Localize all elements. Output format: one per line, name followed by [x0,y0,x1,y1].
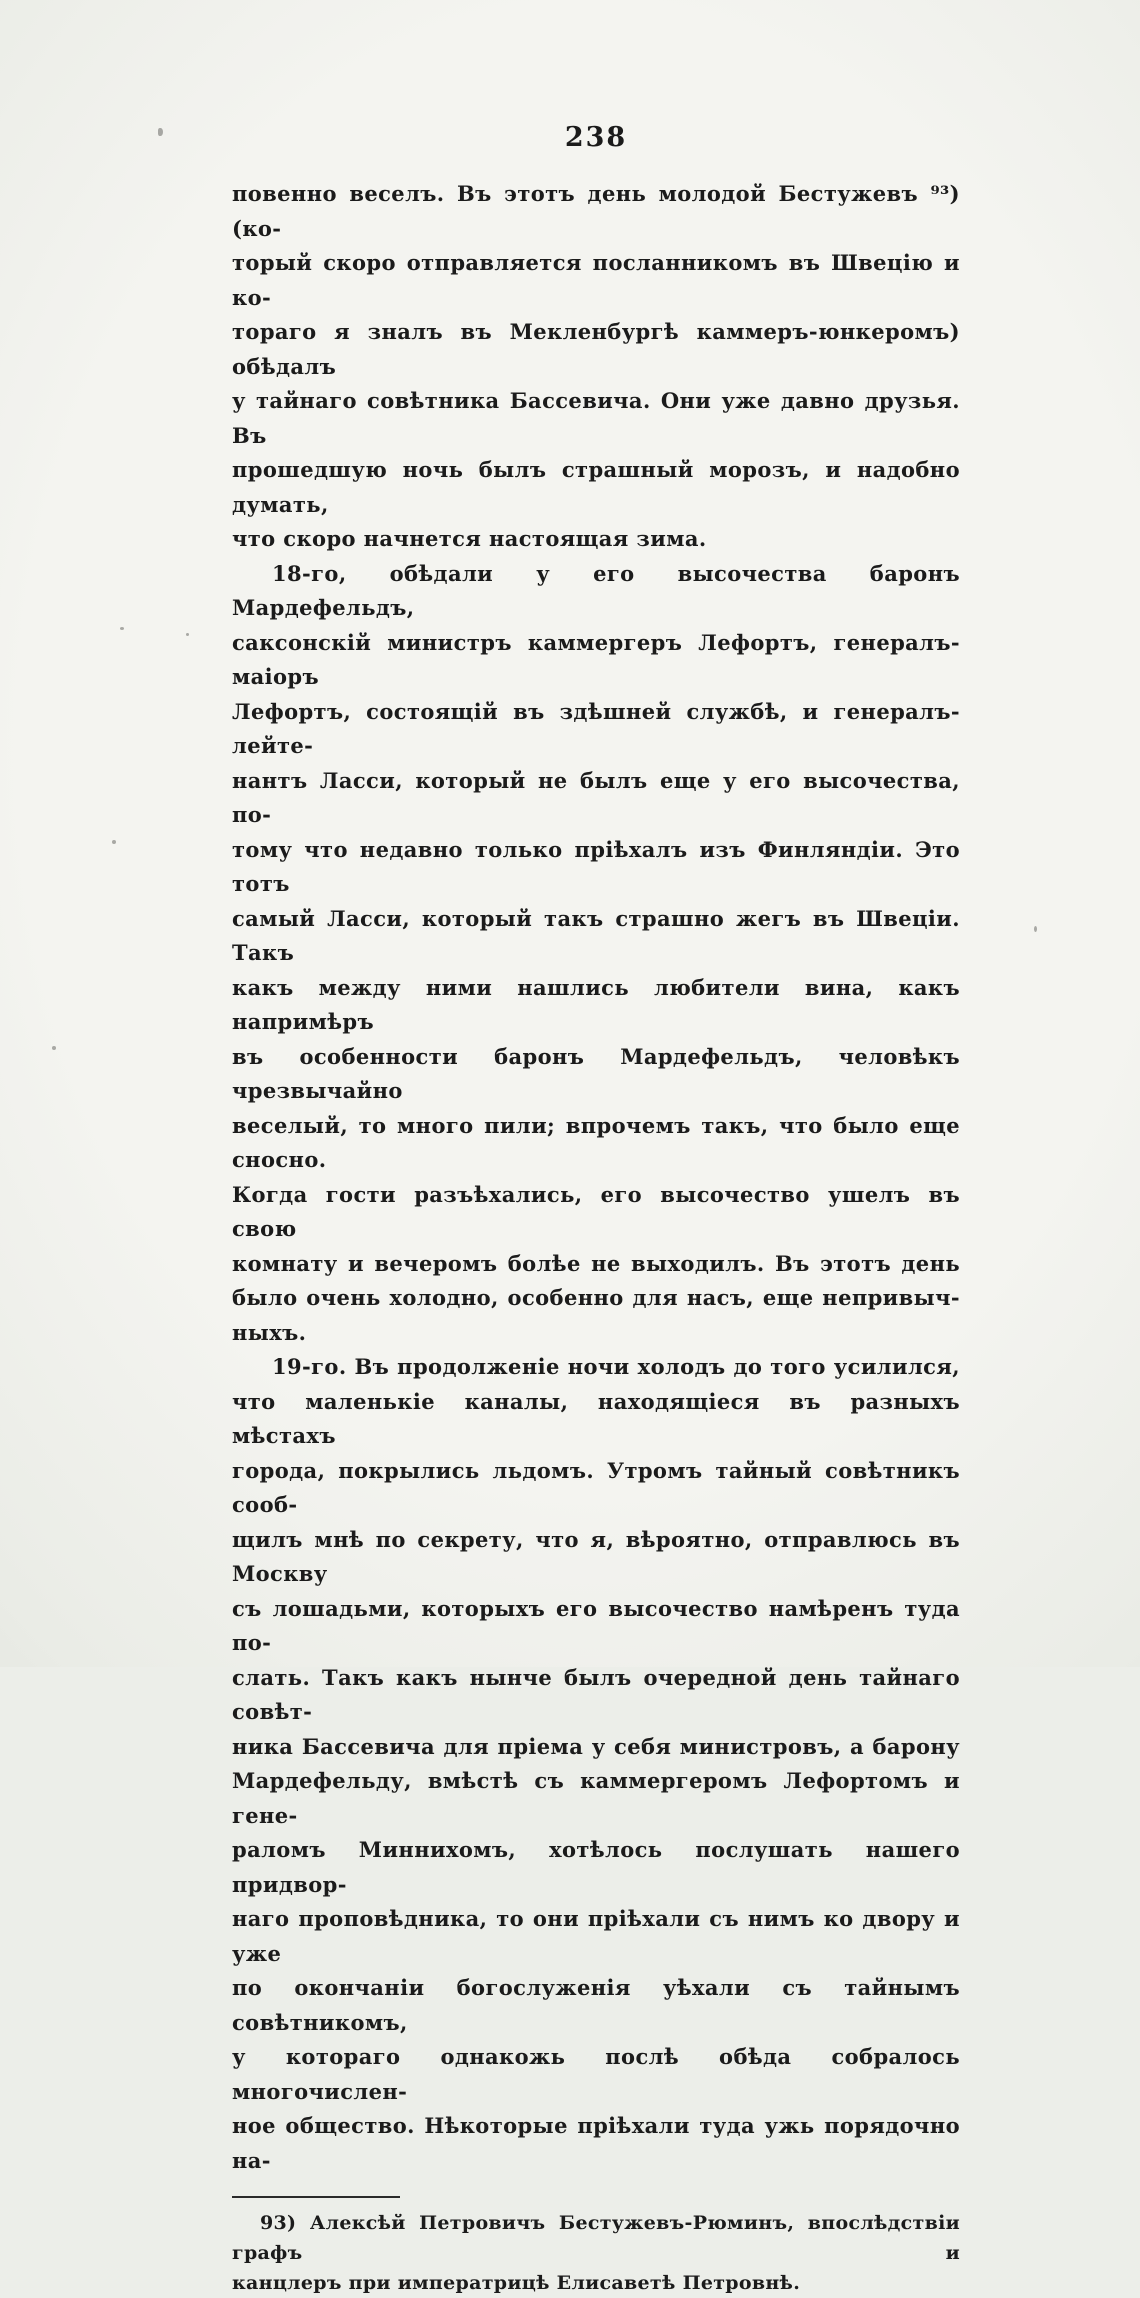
text-line: 19-го. Въ продолженіе ночи холодъ до того усилился, [272,1354,960,1379]
page-body [232,177,960,2178]
text-line: 93) Алексѣй Петровичъ Бестужевъ-Рюминъ, впослѣдствіи графъ и [232,2212,960,2264]
text-line: какъ между ними нашлись любители вина, какъ напримѣръ [232,974,960,1034]
scan-speck [112,840,116,844]
scan-speck [1034,926,1037,932]
text-line: нантъ Ласси, который не былъ еще у его высочества, по- [232,767,960,827]
paragraph [232,2208,960,2298]
text-line: Лефортъ, состоящій въ здѣшней службѣ, и генералъ-лейте- [232,698,960,758]
text-line: 18-го, обѣдали у его высочества баронъ Мардефельдъ, [232,560,960,620]
text-line: что маленькіе каналы, находящіеся въ разныхъ мѣстахъ [232,1388,960,1448]
page-number: 238 [564,122,628,153]
text-line: щилъ мнѣ по секрету, что я, вѣроятно, отправлюсь въ Москву [232,1526,960,1586]
text-line: Мардефельду, вмѣстѣ съ каммергеромъ Лефортомъ и гене- [232,1768,960,1828]
paragraph [232,1350,960,2178]
text-line: раломъ Миннихомъ, хотѣлось послушать нашего придвор- [232,1837,960,1897]
scan-speck [186,633,189,636]
footnote-divider [232,2196,400,2198]
scan-speck [120,627,124,630]
text-line: тораго я зналъ въ Мекленбургѣ каммеръ-юнкеромъ) обѣдалъ [232,319,960,379]
text-line: ника Бассевича для пріема у себя министровъ, а барону [232,1733,960,1759]
text-line: комнату и вечеромъ болѣе не выходилъ. Въ этотъ день [232,1250,960,1276]
text-line: у котораго однакожь послѣ обѣда собралось многочислен- [232,2044,960,2104]
text-line: канцлеръ при императрицѣ Елисаветѣ Петровнѣ. [232,2272,801,2294]
scan-speck [158,128,163,136]
text-line: что скоро начнется настоящая зима. [232,526,707,551]
text-line: въ особенности баронъ Мардефельдъ, человѣкъ чрезвычайно [232,1043,960,1103]
text-line: прошедшую ночь былъ страшный морозъ, и надобно думать, [232,457,960,517]
text-line: Когда гости разъѣхались, его высочество ушелъ въ свою [232,1181,960,1241]
text-line: самый Ласси, который такъ страшно жегъ въ Швеціи. Такъ [232,905,960,965]
text-line: наго проповѣдника, то они пріѣхали съ нимъ ко двору и уже [232,1906,960,1966]
text-line: тому что недавно только пріѣхалъ изъ Финляндіи. Это тотъ [232,836,960,896]
text-column [232,122,960,2298]
text-line: съ лошадьми, которыхъ его высочество намѣренъ туда по- [232,1595,960,1655]
footnote [232,2208,960,2298]
text-line: ныхъ. [232,1319,307,1345]
paragraph [232,177,960,557]
text-line: города, покрылись льдомъ. Утромъ тайный совѣтникъ сооб- [232,1457,960,1517]
text-line: повенно веселъ. Въ этотъ день молодой Бестужевъ ⁹³) (ко- [232,181,960,241]
text-line: торый скоро отправляется посланникомъ въ Швецію и ко- [232,250,960,310]
text-line: саксонскій министръ каммергеръ Лефортъ, генералъ-маіоръ [232,629,960,689]
text-line: веселый, то много пили; впрочемъ такъ, что было еще сносно. [232,1112,960,1172]
text-line: было очень холодно, особенно для насъ, еще непривыч- [232,1285,960,1310]
paragraph [232,557,960,1351]
scan-speck [52,1046,56,1050]
text-line: слать. Такъ какъ нынче былъ очередной день тайнаго совѣт- [232,1664,960,1724]
text-line: по окончаніи богослуженія уѣхали съ тайнымъ совѣтникомъ, [232,1975,960,2035]
text-line: ное общество. Нѣкоторые пріѣхали туда ужь порядочно на- [232,2113,960,2173]
text-line: у тайнаго совѣтника Бассевича. Они уже давно друзья. Въ [232,388,960,448]
